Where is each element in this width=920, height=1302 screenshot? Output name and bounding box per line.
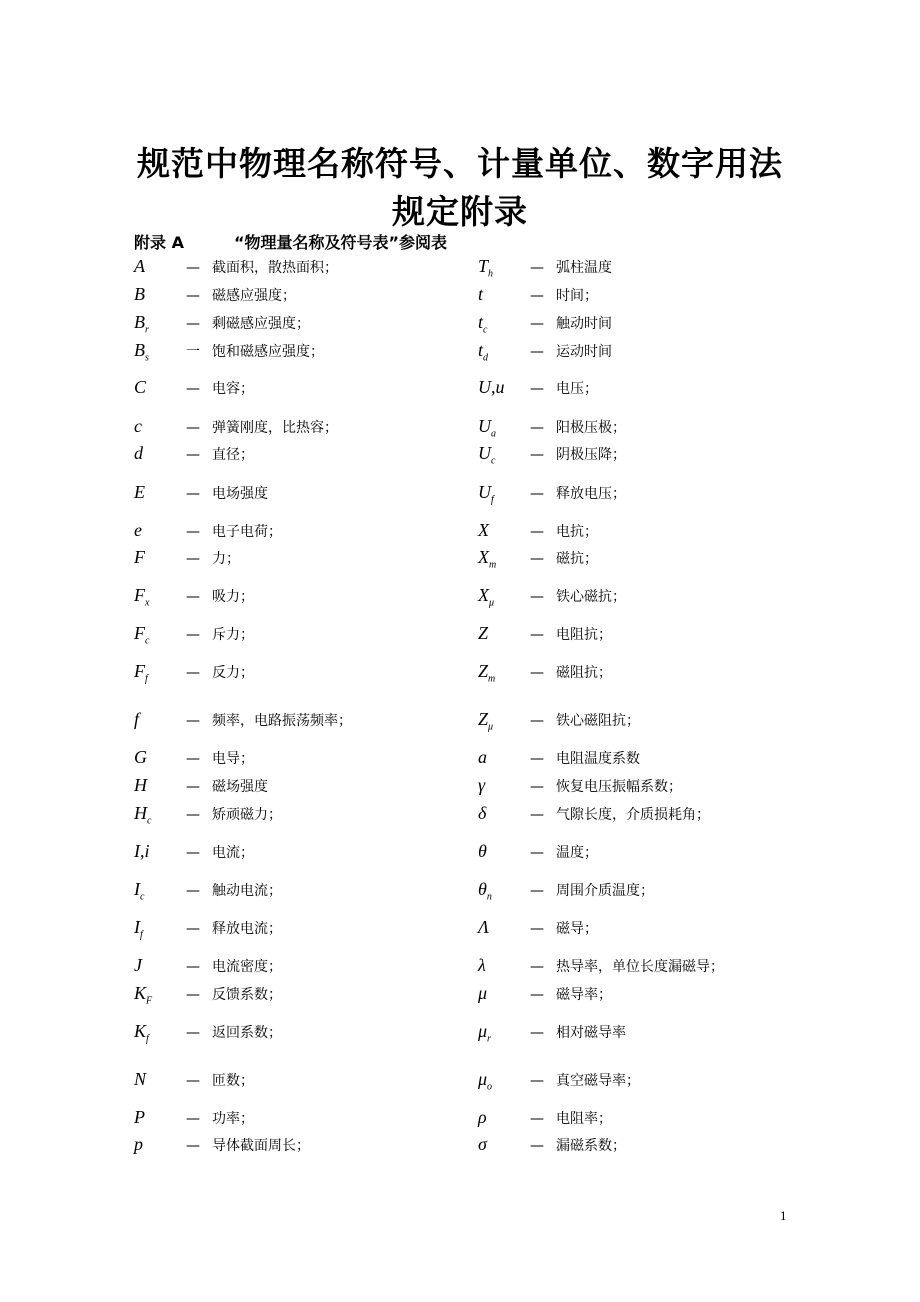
symbol-subscript: m bbox=[488, 673, 496, 685]
symbol-base: γ bbox=[478, 775, 486, 795]
left-symbol-row bbox=[134, 917, 282, 941]
symbol-subscript: o bbox=[487, 1081, 493, 1093]
dash-separator: — bbox=[530, 260, 544, 276]
dash-separator: — bbox=[530, 921, 544, 937]
symbol-subscript: n bbox=[486, 891, 492, 903]
dash-separator: — bbox=[530, 987, 544, 1003]
symbol bbox=[134, 917, 186, 941]
symbol-description: 触动时间 bbox=[556, 316, 612, 332]
symbol bbox=[478, 623, 530, 644]
dash-separator: — bbox=[186, 713, 200, 729]
right-symbol-row bbox=[478, 520, 598, 544]
symbol bbox=[478, 520, 530, 541]
left-symbol-row bbox=[134, 955, 282, 979]
right-symbol-row bbox=[478, 547, 598, 571]
symbol-base: E bbox=[134, 482, 145, 502]
symbol bbox=[134, 661, 186, 685]
appendix-label: 附录 A bbox=[134, 233, 184, 252]
symbol-base: I bbox=[134, 879, 140, 899]
symbol-description: 频率，电路振荡频率； bbox=[212, 713, 352, 729]
symbol-base: Z bbox=[478, 661, 489, 681]
symbol bbox=[134, 416, 186, 437]
dash-separator: — bbox=[186, 1138, 200, 1154]
dash-separator: — bbox=[186, 260, 200, 276]
dash-separator: — bbox=[186, 959, 200, 975]
dash-separator: — bbox=[530, 288, 544, 304]
symbol-subscript: c bbox=[491, 455, 496, 467]
left-symbol-row bbox=[134, 416, 338, 440]
symbol bbox=[478, 416, 530, 440]
left-symbol-row bbox=[134, 661, 254, 685]
symbol-description: 磁感应强度； bbox=[212, 288, 296, 304]
symbol-description: 力； bbox=[212, 551, 240, 567]
symbol bbox=[478, 1021, 530, 1045]
symbol-description: 电场强度 bbox=[212, 486, 268, 502]
symbol-base: B bbox=[134, 284, 145, 304]
right-symbol-row bbox=[478, 841, 598, 865]
symbol-subscript: a bbox=[491, 428, 496, 440]
symbol-base: t bbox=[478, 340, 484, 360]
left-symbol-row bbox=[134, 443, 254, 467]
symbol bbox=[134, 983, 186, 1007]
symbol-subscript: c bbox=[483, 324, 488, 336]
dash-separator: — bbox=[530, 845, 544, 861]
dash-separator: — bbox=[186, 921, 200, 937]
symbol bbox=[134, 1021, 186, 1045]
dash-separator: — bbox=[186, 589, 200, 605]
symbol-subscript: F bbox=[146, 995, 153, 1007]
symbol-description: 导体截面周长； bbox=[212, 1138, 310, 1154]
dash-separator: — bbox=[186, 316, 200, 332]
dash-separator: — bbox=[186, 447, 200, 463]
symbol bbox=[478, 841, 530, 862]
left-symbol-row bbox=[134, 482, 268, 506]
symbol bbox=[478, 917, 530, 938]
page-number: 1 bbox=[780, 1208, 787, 1223]
symbol-description: 时间； bbox=[556, 288, 598, 304]
symbol-description: 磁阻抗； bbox=[556, 665, 612, 681]
right-symbol-row bbox=[478, 661, 612, 685]
symbol bbox=[478, 1107, 530, 1128]
symbol-base: Z bbox=[478, 623, 489, 643]
symbol-description: 相对磁导率 bbox=[556, 1025, 626, 1041]
symbol-description: 返回系数； bbox=[212, 1025, 282, 1041]
symbol bbox=[134, 841, 186, 862]
symbol bbox=[134, 623, 186, 647]
symbol-base: p bbox=[134, 1134, 143, 1154]
symbol-description: 电容； bbox=[212, 381, 254, 397]
symbol-description: 磁导； bbox=[556, 921, 598, 937]
symbol-subscript: μ bbox=[488, 721, 494, 733]
left-symbol-row bbox=[134, 547, 240, 571]
symbol-base: f bbox=[134, 709, 140, 729]
symbol bbox=[134, 520, 186, 541]
dash-separator: — bbox=[186, 486, 200, 502]
symbol-description: 斥力； bbox=[212, 627, 254, 643]
symbol-description: 触动电流； bbox=[212, 883, 282, 899]
dash-separator: — bbox=[186, 1073, 200, 1089]
symbol-description: 释放电流； bbox=[212, 921, 282, 937]
symbol-description: 反力； bbox=[212, 665, 254, 681]
symbol-description: 真空磁导率； bbox=[556, 1073, 640, 1089]
right-symbol-row bbox=[478, 585, 626, 609]
symbol-base: c bbox=[134, 416, 142, 436]
symbol-description: 周围介质温度； bbox=[556, 883, 654, 899]
left-symbol-row bbox=[134, 623, 254, 647]
symbol-base: F bbox=[134, 585, 145, 605]
symbol bbox=[134, 955, 186, 976]
symbol-description: 释放电压； bbox=[556, 486, 626, 502]
right-symbol-row bbox=[478, 284, 598, 308]
symbol-description: 电阻温度系数 bbox=[556, 751, 640, 767]
dash-separator: — bbox=[530, 1025, 544, 1041]
dash-separator: — bbox=[530, 665, 544, 681]
symbol-base: δ bbox=[478, 803, 487, 823]
right-symbol-row bbox=[478, 709, 640, 733]
dash-separator: — bbox=[186, 627, 200, 643]
symbol-base: μ bbox=[478, 1069, 488, 1089]
symbol bbox=[478, 803, 530, 824]
left-symbol-row bbox=[134, 775, 268, 799]
symbol bbox=[478, 377, 530, 398]
symbol-description: 磁抗； bbox=[556, 551, 598, 567]
dash-separator: — bbox=[186, 420, 200, 436]
dash-separator: — bbox=[186, 883, 200, 899]
left-symbol-row bbox=[134, 709, 352, 733]
symbol bbox=[478, 585, 530, 609]
symbol-description: 电流密度； bbox=[212, 959, 282, 975]
symbol-description: 运动时间 bbox=[556, 344, 612, 360]
right-symbol-row bbox=[478, 917, 598, 941]
symbol-base: B bbox=[134, 312, 145, 332]
symbol bbox=[134, 377, 186, 398]
symbol-base: t bbox=[478, 312, 484, 332]
right-symbol-row bbox=[478, 623, 612, 647]
dash-separator: — bbox=[186, 987, 200, 1003]
symbol bbox=[134, 443, 186, 464]
right-symbol-row bbox=[478, 1107, 612, 1131]
symbol bbox=[134, 803, 186, 827]
dash-separator: — bbox=[530, 524, 544, 540]
symbol-base: X bbox=[478, 547, 489, 567]
symbol-base: F bbox=[134, 623, 145, 643]
symbol-description: 电阻率； bbox=[556, 1111, 612, 1127]
appendix-title: “物理量名称及符号表”参阅表 bbox=[233, 233, 448, 252]
left-symbol-row bbox=[134, 585, 254, 609]
symbol-description: 直径； bbox=[212, 447, 254, 463]
symbol-subscript: r bbox=[145, 324, 149, 336]
left-symbol-row bbox=[134, 879, 282, 903]
symbol bbox=[134, 585, 186, 609]
symbol-description: 温度； bbox=[556, 845, 598, 861]
symbol-base: I,i bbox=[134, 841, 150, 861]
symbol-subscript: h bbox=[488, 268, 494, 280]
dash-separator: — bbox=[186, 807, 200, 823]
left-symbol-row bbox=[134, 1107, 254, 1131]
symbol-base: U bbox=[478, 416, 491, 436]
symbol-base: U bbox=[478, 482, 491, 502]
symbol-subscript: c bbox=[140, 891, 145, 903]
dash-separator: — bbox=[186, 845, 200, 861]
dash-separator: — bbox=[530, 883, 544, 899]
dash-separator: — bbox=[530, 1111, 544, 1127]
left-symbol-row bbox=[134, 256, 338, 280]
dash-separator: — bbox=[530, 344, 544, 360]
symbol-description: 电流； bbox=[212, 845, 254, 861]
symbol-base: F bbox=[134, 547, 145, 567]
right-symbol-row bbox=[478, 1069, 640, 1093]
symbol-subscript: f bbox=[491, 494, 494, 506]
symbol bbox=[478, 747, 530, 768]
symbol-description: 反馈系数； bbox=[212, 987, 282, 1003]
symbol bbox=[478, 482, 530, 506]
symbol-base: K bbox=[134, 983, 147, 1003]
symbol-description: 阴极压降； bbox=[556, 447, 626, 463]
symbol-description: 电导； bbox=[212, 751, 254, 767]
symbol-description: 弹簧刚度，比热容； bbox=[212, 420, 338, 436]
dash-separator: — bbox=[186, 551, 200, 567]
symbol bbox=[134, 340, 186, 364]
left-symbol-row bbox=[134, 377, 254, 401]
symbol-subscript: x bbox=[145, 597, 150, 609]
symbol-base: I bbox=[134, 917, 140, 937]
symbol-base: Z bbox=[478, 709, 489, 729]
page-title-line2: 规定附录 bbox=[392, 192, 528, 231]
left-symbol-row bbox=[134, 747, 254, 771]
symbol-subscript: s bbox=[145, 352, 149, 364]
right-symbol-row bbox=[478, 312, 612, 336]
symbol bbox=[478, 955, 530, 976]
symbol-base: U,u bbox=[478, 377, 505, 397]
symbol-base: Λ bbox=[478, 917, 489, 937]
symbol-description: 磁场强度 bbox=[212, 779, 268, 795]
symbol-base: X bbox=[478, 585, 489, 605]
right-symbol-row bbox=[478, 955, 724, 979]
symbol bbox=[478, 879, 530, 903]
left-symbol-row bbox=[134, 803, 282, 827]
symbol bbox=[478, 661, 530, 685]
symbol-description: 恢复电压振幅系数； bbox=[556, 779, 682, 795]
left-symbol-row bbox=[134, 983, 282, 1007]
symbol-description: 电压； bbox=[556, 381, 598, 397]
symbol bbox=[134, 1134, 186, 1155]
left-symbol-row bbox=[134, 1021, 282, 1045]
symbol-description: 剩磁感应强度； bbox=[212, 316, 310, 332]
symbol-base: e bbox=[134, 520, 142, 540]
symbol-subscript: f bbox=[146, 1033, 149, 1045]
symbol-base: A bbox=[134, 256, 145, 276]
symbol-subscript: c bbox=[145, 635, 150, 647]
symbol-base: μ bbox=[478, 983, 488, 1003]
symbol-base: σ bbox=[478, 1134, 487, 1154]
right-symbol-row bbox=[478, 775, 682, 799]
dash-separator: — bbox=[530, 713, 544, 729]
symbol bbox=[134, 879, 186, 903]
symbol-base: t bbox=[478, 284, 484, 304]
dash-separator: — bbox=[530, 1073, 544, 1089]
dash-separator: — bbox=[530, 751, 544, 767]
dash-separator: — bbox=[530, 551, 544, 567]
symbol bbox=[134, 482, 186, 503]
symbol bbox=[134, 547, 186, 568]
symbol-subscript: d bbox=[483, 352, 489, 364]
symbol-base: G bbox=[134, 747, 147, 767]
symbol-subscript: m bbox=[489, 559, 497, 571]
symbol-base: H bbox=[134, 803, 147, 823]
dash-separator: — bbox=[530, 589, 544, 605]
left-symbol-row bbox=[134, 1069, 254, 1093]
symbol-base: C bbox=[134, 377, 147, 397]
symbol bbox=[478, 547, 530, 571]
symbol-base: F bbox=[134, 661, 145, 681]
symbol-description: 铁心磁阻抗； bbox=[556, 713, 640, 729]
symbol bbox=[478, 340, 530, 364]
symbol bbox=[478, 709, 530, 733]
symbol bbox=[134, 747, 186, 768]
symbol-base: a bbox=[478, 747, 487, 767]
symbol bbox=[478, 256, 530, 280]
symbol-description: 电抗； bbox=[556, 524, 598, 540]
symbol-description: 饱和磁感应强度； bbox=[212, 344, 324, 360]
dash-separator: — bbox=[530, 779, 544, 795]
symbol-description: 吸力； bbox=[212, 589, 254, 605]
symbol bbox=[478, 443, 530, 467]
symbol-base: d bbox=[134, 443, 143, 463]
symbol-subscript: c bbox=[147, 815, 152, 827]
symbol-description: 功率； bbox=[212, 1111, 254, 1127]
appendix-heading bbox=[134, 230, 447, 253]
symbol-subscript: f bbox=[145, 673, 148, 685]
symbol bbox=[134, 312, 186, 336]
symbol-description: 矫顽磁力； bbox=[212, 807, 282, 823]
symbol-description: 匝数； bbox=[212, 1073, 254, 1089]
right-symbol-row bbox=[478, 416, 626, 440]
symbol-base: θ bbox=[478, 879, 487, 899]
symbol-base: H bbox=[134, 775, 147, 795]
dash-separator: — bbox=[530, 381, 544, 397]
right-symbol-row bbox=[478, 1021, 626, 1045]
symbol-base: T bbox=[478, 256, 489, 276]
symbol-description: 气隙长度，介质损耗角； bbox=[556, 807, 710, 823]
symbol bbox=[134, 256, 186, 277]
dash-separator: — bbox=[530, 420, 544, 436]
symbol-base: λ bbox=[478, 955, 486, 975]
symbol-subscript: μ bbox=[489, 597, 495, 609]
symbol-base: μ bbox=[478, 1021, 488, 1041]
left-symbol-row bbox=[134, 520, 282, 544]
symbol-description: 铁心磁抗； bbox=[556, 589, 626, 605]
dash-separator: — bbox=[186, 1025, 200, 1041]
dash-separator: — bbox=[186, 665, 200, 681]
symbol-base: J bbox=[134, 955, 142, 975]
symbol bbox=[478, 284, 530, 305]
symbol-subscript: f bbox=[140, 929, 143, 941]
symbol-description: 截面积，散热面积； bbox=[212, 260, 338, 276]
right-symbol-row bbox=[478, 747, 640, 771]
left-symbol-row bbox=[134, 312, 310, 336]
dash-separator: — bbox=[530, 1138, 544, 1154]
right-symbol-row bbox=[478, 482, 626, 506]
left-symbol-row bbox=[134, 284, 296, 308]
dash-separator: — bbox=[530, 447, 544, 463]
right-symbol-row bbox=[478, 879, 654, 903]
symbol-description: 阳极压极； bbox=[556, 420, 626, 436]
symbol-base: U bbox=[478, 443, 491, 463]
symbol-description: 电阻抗； bbox=[556, 627, 612, 643]
symbol-base: X bbox=[478, 520, 489, 540]
dash-separator: — bbox=[186, 1111, 200, 1127]
right-symbol-row bbox=[478, 443, 626, 467]
symbol-description: 热导率，单位长度漏磁导； bbox=[556, 959, 724, 975]
symbol bbox=[478, 1134, 530, 1155]
dash-separator: — bbox=[186, 288, 200, 304]
right-symbol-row bbox=[478, 340, 612, 364]
symbol-base: θ bbox=[478, 841, 487, 861]
right-symbol-row bbox=[478, 377, 598, 401]
symbol-description: 磁导率； bbox=[556, 987, 612, 1003]
symbol-description: 漏磁系数； bbox=[556, 1138, 626, 1154]
dash-separator: — bbox=[186, 779, 200, 795]
dash-separator: — bbox=[530, 486, 544, 502]
left-symbol-row bbox=[134, 1134, 310, 1158]
symbol bbox=[478, 312, 530, 336]
dash-separator: — bbox=[186, 751, 200, 767]
dash-separator: — bbox=[530, 807, 544, 823]
right-symbol-row bbox=[478, 803, 710, 827]
symbol bbox=[478, 983, 530, 1004]
left-symbol-row bbox=[134, 841, 254, 865]
page-title-line1: 规范中物理名称符号、计量单位、数字用法 bbox=[137, 144, 783, 183]
dash-separator: — bbox=[530, 959, 544, 975]
symbol bbox=[134, 1107, 186, 1128]
symbol-description: 电子电荷； bbox=[212, 524, 282, 540]
symbol bbox=[478, 1069, 530, 1093]
dash-separator: — bbox=[186, 524, 200, 540]
symbol-base: K bbox=[134, 1021, 147, 1041]
symbol-base: P bbox=[134, 1107, 145, 1127]
symbol-subscript: r bbox=[487, 1033, 491, 1045]
symbol-base: N bbox=[134, 1069, 147, 1089]
dash-separator: — bbox=[530, 627, 544, 643]
dash-separator: — bbox=[530, 316, 544, 332]
right-symbol-row bbox=[478, 983, 612, 1007]
symbol-base: ρ bbox=[478, 1107, 487, 1127]
symbol-description: 弧柱温度 bbox=[556, 260, 612, 276]
symbol bbox=[134, 709, 186, 730]
right-symbol-row bbox=[478, 256, 612, 280]
right-symbol-row bbox=[478, 1134, 626, 1158]
dash-separator: 一 bbox=[186, 344, 200, 360]
dash-separator: — bbox=[186, 381, 200, 397]
symbol-base: B bbox=[134, 340, 145, 360]
symbol bbox=[134, 775, 186, 796]
symbol bbox=[478, 775, 530, 796]
symbol bbox=[134, 284, 186, 305]
symbol bbox=[134, 1069, 186, 1090]
left-symbol-row bbox=[134, 340, 324, 364]
